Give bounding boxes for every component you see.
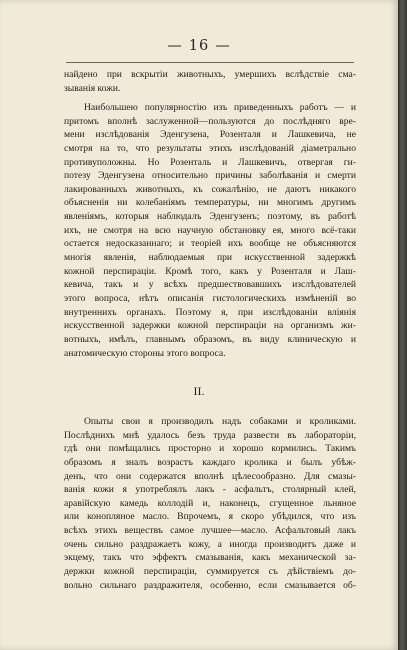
text-line: притомъ вполнѣ заслуженной—пользуются до послѣдняго вре- bbox=[64, 115, 356, 127]
text-line: лакированныхъ животныхъ, къ сожалѣнію, не даютъ никакого bbox=[64, 183, 356, 195]
text-line: кевича, такъ и у всѣхъ предшествовавшихъ изслѣдователей bbox=[64, 279, 356, 291]
text-line: этого вопроса, нѣтъ описанія гистологическихъ измѣненій во bbox=[64, 292, 356, 304]
text-line: мени изслѣдованія Эденгузена, Розенталя и Лашкевича, не bbox=[64, 129, 356, 141]
text-line: всѣхъ этихъ веществъ самое лучшее—масло. Асфальтовый лакъ bbox=[64, 525, 356, 537]
text-line: искусственной задержки кожной перспираціи на организмъ жи- bbox=[64, 320, 356, 332]
header-dash-left: — bbox=[167, 38, 183, 54]
page-number: 16 bbox=[188, 38, 210, 54]
book-spine-edge bbox=[398, 0, 407, 650]
text-line: вотныхъ, имѣлъ, главнымъ образомъ, въ виду клиническую и bbox=[64, 333, 356, 345]
text-line: гдѣ они помѣщались просторно и хорошо кормились. Такимъ bbox=[64, 443, 356, 455]
text-line: Наибольшею популярностію изъ приведенныхъ работъ — и bbox=[84, 102, 356, 113]
text-line: образомъ я зналъ возрастъ каждаго кролика и былъ убѣж- bbox=[64, 456, 356, 468]
page-header bbox=[0, 38, 398, 54]
section-heading: II. bbox=[193, 384, 205, 398]
text-line: остается недосказаннаго; и теоріей ихъ вообще не объясняются bbox=[64, 238, 356, 250]
text-line: многія явленія, наблюдаемыя при искусственной задержкѣ bbox=[64, 252, 356, 264]
paragraph-popularity bbox=[64, 101, 356, 360]
header-rule bbox=[66, 62, 354, 63]
text-line: держки кожной перспираціи, суммируется съ дѣйствіемъ до- bbox=[64, 566, 356, 578]
text-line: Опыты свои я производилъ надъ собаками и кроликами. bbox=[84, 416, 356, 427]
text-line: вольно сильнаго раздражителя, особенно, если смазывается об- bbox=[64, 579, 356, 591]
text-line: внутреннихъ органахъ. Поэтому я, при изслѣдованіи вліянія bbox=[64, 306, 356, 318]
text-line: найдено при вскрытіи животныхъ, умершихъ вслѣдствіе сма- bbox=[64, 69, 356, 80]
text-line: аравійскую камедь коллодій и, наконецъ, сгущенное льняное bbox=[64, 497, 356, 509]
text-line: зыванія кожи. bbox=[64, 82, 121, 94]
text-line: очень сильно раздражаетъ кожу, а иногда производитъ даже и bbox=[64, 538, 356, 550]
text-line: Послѣднихъ мнѣ удалось безъ труда развести въ лабораторіи, bbox=[64, 429, 356, 441]
text-line: потезу Эденгузена относительно причины заболѣванія и смерти bbox=[64, 170, 356, 182]
text-line: кожной перспираціи. Кромѣ того, какъ у Розенталя и Лаш- bbox=[64, 265, 356, 277]
paragraph-experiments bbox=[64, 415, 356, 592]
header-dash-right: — bbox=[215, 38, 231, 54]
text-line: экцему, такъ что эффектъ смазыванія, какъ механической за- bbox=[64, 552, 356, 564]
text-line: ихъ, не смотря на всю научную обстановку ея, много всё-таки bbox=[64, 224, 356, 236]
text-line: ванія кожи я употреблялъ лакъ - асфальтъ, столярный клей, bbox=[64, 484, 356, 496]
text-line: денъ, что они содержатся вполнѣ цѣлесообразно. Для смазы- bbox=[64, 470, 356, 482]
text-line: смотря на то, что результаты этихъ изслѣдованій діаметрально bbox=[64, 142, 356, 154]
text-line: анатомическую стороны этого вопроса. bbox=[64, 347, 226, 359]
text-line: явленіямъ, которыя наблюдалъ Эденгузенъ; поэтому, въ работѣ bbox=[64, 211, 356, 223]
text-line: противуположны. Но Розенталь и Лашкевичъ, отвергая ги- bbox=[64, 156, 356, 168]
text-line: или конопляное масло. Впрочемъ, я скоро убѣдился, что изъ bbox=[64, 511, 356, 523]
paragraph-continued bbox=[64, 68, 356, 95]
text-line: объясненія ни колебаніямъ температуры, ни многимъ другимъ bbox=[64, 197, 356, 209]
